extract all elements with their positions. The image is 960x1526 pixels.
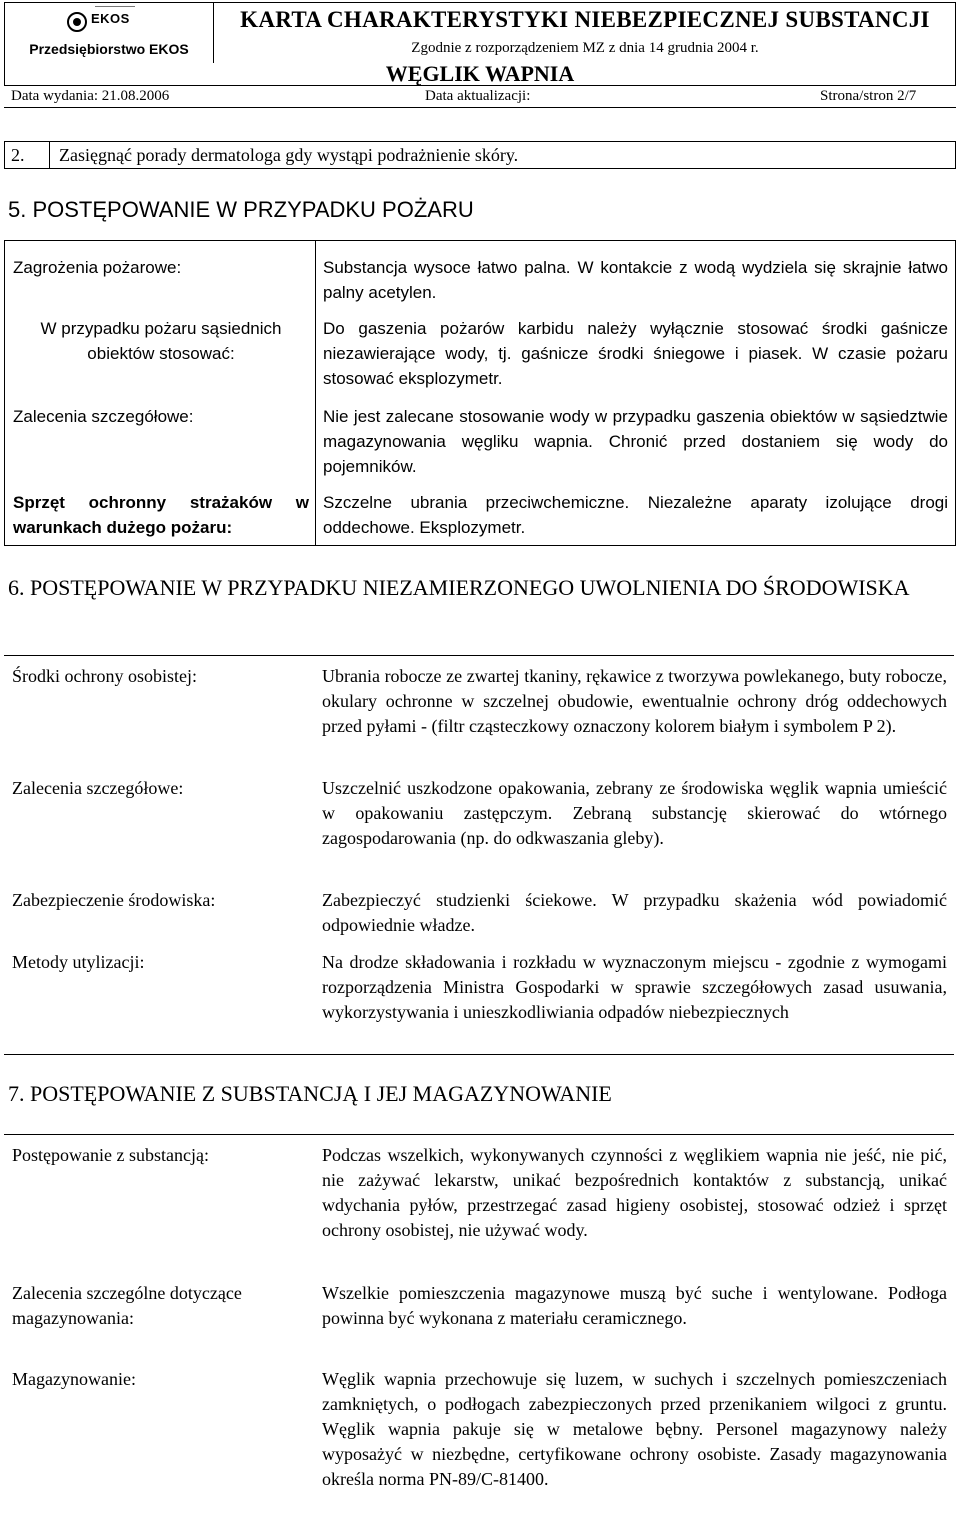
section-6-table bbox=[4, 655, 954, 1055]
section-7-table bbox=[4, 1134, 954, 1525]
s5-value-fire-hazards: Substancja wysoce łatwo palna. W kontakcie z wodą wydziela się skrajnie łatwo palny acetylen. bbox=[323, 258, 948, 302]
update-date: Data aktualizacji: bbox=[425, 88, 531, 104]
section-6-title: 6. POSTĘPOWANIE W PRZYPADKU NIEZAMIERZONEGO UWOLNIENIA DO ŚRODOWISKA bbox=[8, 575, 910, 600]
section-5-title: 5. POSTĘPOWANIE W PRZYPADKU POŻARU bbox=[8, 197, 474, 222]
section-5-table bbox=[4, 240, 956, 546]
s5-label-fire-hazards: Zagrożenia pożarowe: bbox=[13, 258, 182, 277]
s6-label-personal-protection: Środki ochrony osobistej: bbox=[12, 666, 197, 686]
s5-value-neighbour-fire: Do gaszenia pożarów karbidu należy wyłącznie stosować środki gaśnicze niezawierające wody, tj. gaśnicze środki śniegowe i piasek. W czasie pożaru stosować eksplozymetr. bbox=[323, 319, 948, 388]
s6-value-disposal: Na drodze składowania i rozkładu w wyznaczonym miejscu - zgodnie z wymogami rozporządzenia Ministra Gospodarki w sprawie szczegółowych zasad usuwania, wykorzystywania i unieszkodliwiania odpadów niebezpiecznych bbox=[322, 952, 947, 1022]
item-text: Zasięgnąć porady dermatologa gdy wystąpi podrażnienie skóry. bbox=[59, 145, 519, 165]
s5-label-firefighter-gear: Sprzęt ochronny strażaków w warunkach dużego pożaru: bbox=[13, 493, 309, 537]
section-7-title: 7. POSTĘPOWANIE Z SUBSTANCJĄ I JEJ MAGAZYNOWANIE bbox=[8, 1081, 612, 1106]
regulation-note: Zgodnie z rozporządzeniem MZ z dnia 14 grudnia 2004 r. bbox=[411, 40, 759, 56]
s5-value-firefighter-gear: Szczelne ubrania przeciwchemiczne. Niezależne aparaty izolujące drogi oddechowe. Eksplozymetr. bbox=[323, 493, 948, 537]
s7-label-handling: Postępowanie z substancją: bbox=[12, 1145, 209, 1165]
issue-date: Data wydania: 21.08.2006 bbox=[11, 88, 170, 104]
ekos-logo-icon bbox=[67, 6, 149, 36]
s7-value-storage-recommendations: Wszelkie pomieszczenia magazynowe muszą być suche i wentylowane. Podłoga powinna być wykonana z materiału ceramicznego. bbox=[322, 1283, 947, 1328]
s5-label-detailed: Zalecenia szczegółowe: bbox=[13, 407, 194, 426]
company-logo-cell bbox=[5, 3, 214, 63]
document-header bbox=[4, 2, 956, 104]
header-divider bbox=[4, 107, 956, 108]
s6-label-environment: Zabezpieczenie środowiska: bbox=[12, 890, 216, 910]
continued-item bbox=[4, 141, 956, 169]
s6-label-disposal: Metody utylizacji: bbox=[12, 952, 145, 972]
logo-text: EKOS bbox=[91, 11, 130, 26]
s5-value-detailed: Nie jest zalecane stosowanie wody w przypadku gaszenia obiektów w sąsiedztwie magazynowania węgliku wapnia. Chronić przed dostaniem się wody do pojemników. bbox=[323, 407, 948, 476]
s6-value-detailed: Uszczelnić uszkodzone opakowania, zebrany ze środowiska węglik wapnia umieścić w opakowaniu zastępczym. Zebraną substancję skierować do wtórnego zagospodarowania (np. do odkwaszania gleby). bbox=[322, 778, 947, 848]
substance-name: WĘGLIK WAPNIA bbox=[385, 61, 575, 86]
s5-label-neighbour-fire: W przypadku pożaru sąsiednich obiektów stosować: bbox=[40, 319, 282, 363]
s6-value-environment: Zabezpieczyć studzienki ściekowe. W przypadku skażenia wód powiadomić odpowiednie władze. bbox=[322, 890, 947, 935]
page-number: Strona/stron 2/7 bbox=[820, 88, 917, 104]
company-name: Przedsiębiorstwo EKOS bbox=[29, 41, 189, 57]
s6-label-detailed: Zalecenia szczegółowe: bbox=[12, 778, 184, 798]
s6-value-personal-protection: Ubrania robocze ze zwartej tkaniny, rękawice z tworzywa powlekanego, buty robocze, okulary ochronne w szczelnej obudowie, ewentualnie ochrony dróg oddechowych przed pyłami - (filtr cząsteczkowy oznaczony kolorem białym i symbolem P 2). bbox=[322, 666, 947, 736]
s7-value-storage: Węglik wapnia przechowuje się luzem, w suchych i szczelnych pomieszczeniach zamkniętych, o podłogach zabezpieczonych przed przenikaniem wilgoci z gruntu. Węglik wapnia pakuje się w metalowe bębny. Personel magazynowy należy wyposażyć w niezbędne, certyfikowane ochrony osobiste. Zasady magazynowania określa norma PN-89/C-81400. bbox=[322, 1369, 947, 1489]
s7-label-storage-recommendations: Zalecenia szczególne dotyczące magazynowania: bbox=[12, 1283, 242, 1328]
s7-label-storage: Magazynowanie: bbox=[12, 1369, 136, 1389]
item-number: 2. bbox=[11, 145, 25, 165]
s7-value-handling: Podczas wszelkich, wykonywanych czynności z węglikiem wapnia nie jeść, nie pić, nie zażywać lekarstw, unikać bezpośrednich kontaktów z substancją, unikać wdychania pyłów, przestrzegać zasad higieny osobistej, stosować odzież i sprzęt ochrony osobistej, nie używać wody. bbox=[322, 1145, 947, 1240]
document-title: KARTA CHARAKTERYSTYKI NIEBEZPIECZNEJ SUBSTANCJI bbox=[240, 7, 930, 32]
